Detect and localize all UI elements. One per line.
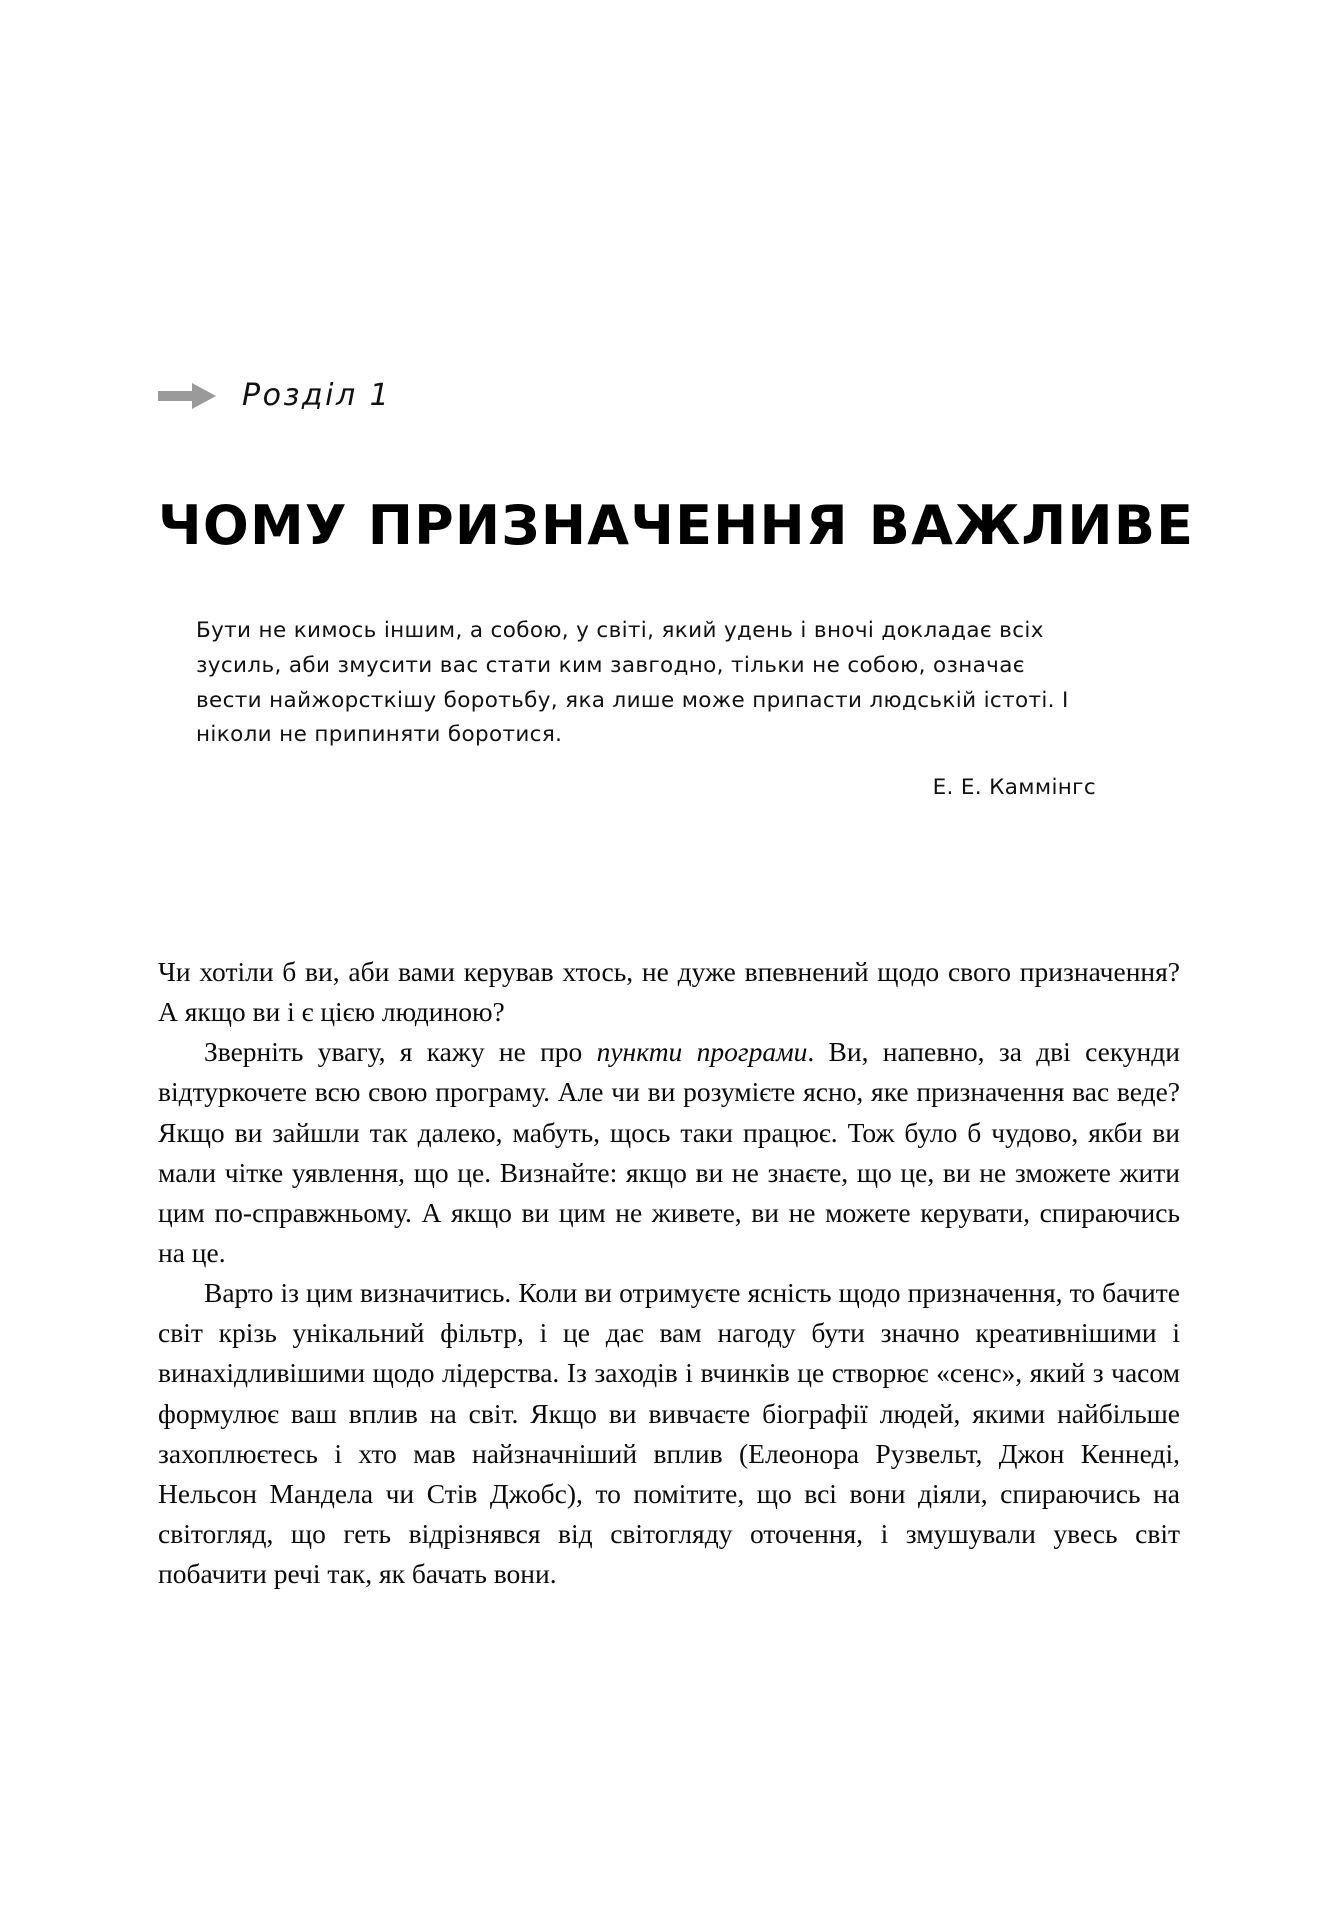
chapter-label: [158, 378, 391, 413]
chapter-number-text: Розділ 1: [242, 378, 392, 413]
right-arrow-icon: [158, 381, 216, 411]
page-title: ЧОМУ ПРИЗНАЧЕННЯ ВАЖЛИВЕ: [158, 494, 1195, 558]
paragraph-2: Зверніть увагу, я кажу не про пункти програми. Ви, напевно, за дві секунди відтуркочете всю свою програму. Але чи ви розумієте ясно, яке призначення вас веде? Якщо ви зайшли так далеко, мабуть, щось таки працює. Тож було б чудово, якби ви мали чітке уявлення, що це. Визнайте: якщо ви не знаєте, що це, ви не зможете жити цим по-справжньому. А якщо ви цим не живете, ви не можете керувати, спираючись на це.: [158, 1036, 1180, 1268]
body-text: [158, 952, 1180, 1594]
epigraph-block: [196, 614, 1096, 806]
epigraph-author: Е. Е. Каммінгс: [932, 775, 1096, 801]
paragraph-3: Варто із цим визначитись. Коли ви отримуєте ясність щодо призначення, то бачите світ крізь унікальний фільтр, і це дає вам нагоду бути значно креативнішими і винахідливішими щодо лідерства. Із заходів і вчинків це створює «сенс», який з часом формулює ваш вплив на світ. Якщо ви вивчаєте біографії людей, якими найбільше захоплюєтесь і хто мав найзначніший вплив (Елеонора Рузвельт, Джон Кеннеді, Нельсон Мандела чи Стів Джобс), то помітите, що всі вони діяли, спираючись на світогляд, що геть відрізнявся від світогляду оточення, і змушували увесь світ побачити речі так, як бачать вони.: [158, 1277, 1180, 1590]
epigraph-text: Бути не кимось іншим, а собою, у світі, який удень і вночі докладає всіх зусиль, аби змусити вас стати ким завгодно, тільки не собою, означає вести найжорсткішу боротьбу, яка лише може припасти людській істоті. І ніколи не припиняти боротися.: [196, 618, 1069, 748]
paragraph-1: Чи хотіли б ви, аби вами керував хтось, не дуже впевнений щодо свого призначення? А якщо ви і є цією людиною?: [158, 956, 1180, 1028]
